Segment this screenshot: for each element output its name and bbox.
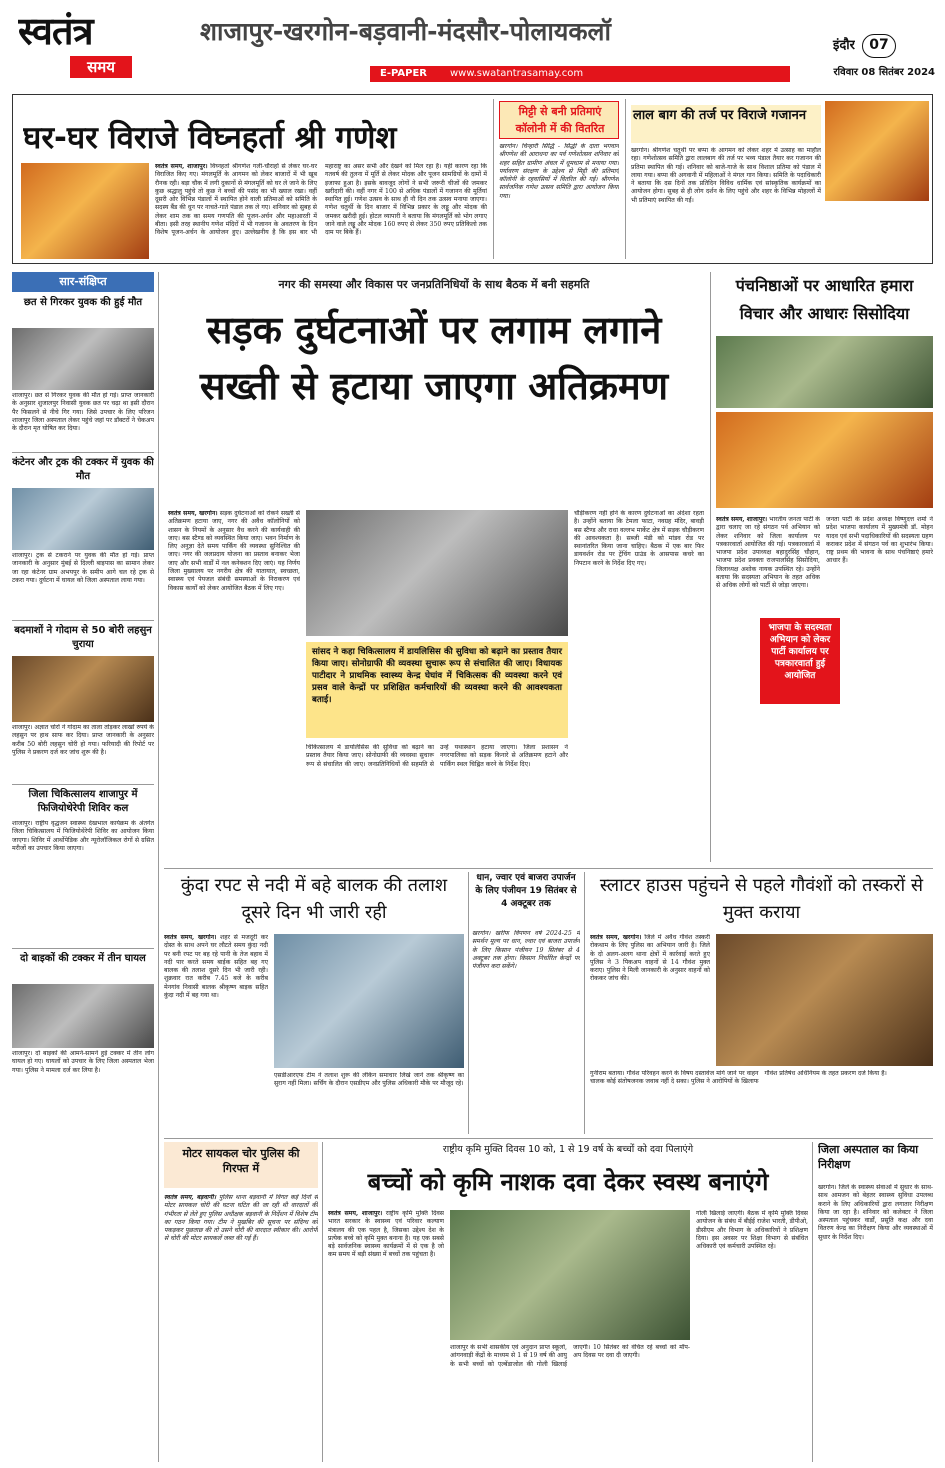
right-story-col-2: जनता पार्टी के प्रदेश अध्यक्ष विष्णुदत्त शर्मा ने प्रदेश भाजपा कार्यालय में मुख्यमंत्री डॉ. मोहन यादव एवं सभी पदाधिकारियों की सदस्यता ग्रहण कराकर प्रदेश में संगठन पर्व का शुभारंभ किया। राष्ट्र प्रथम की भावना के साथ पंचनिष्ठाएं हमारे आधार हैं।: [826, 516, 933, 565]
lead-meeting-photo: [306, 510, 568, 636]
worm-byline: स्वतंत्र समय, शाजापुर।: [328, 1210, 383, 1217]
lead-byline: स्वतंत्र समय, खरगोन।: [168, 510, 218, 517]
brief-2-body: शाजापुर। ट्रक से टकराने पर युवक की मौत हो गई। प्राप्त जानकारी के अनुसार मुंबई से दिल्ली बाइपास का सामान लेकर जा रहा कंटेनर ग्राम अभयपुर के समीप आगे चल रहे ट्रक से टकरा गया। दुर्घटना में घायल को जिला अस्पताल लाया गया।: [12, 552, 154, 584]
bike-body-wrap: [164, 1194, 318, 1462]
right-story-byline: स्वतंत्र समय, शाजापुर।: [716, 516, 768, 523]
right-story-photo-1: [716, 336, 933, 408]
worm-headline: बच्चों को कृमि नाशक दवा देकर स्वस्थ बनाएंगे: [367, 1168, 769, 1196]
bike-byline: स्वतंत्र समय, बड़वानी।: [164, 1194, 216, 1201]
worm-col-1: [328, 1210, 444, 1462]
issue-date: रविवार 08 सितंबर 2024: [833, 67, 935, 78]
mid-headline-1: मिट्टी से बनी प्रतिमाएं: [518, 105, 602, 118]
bike-story: [164, 1142, 318, 1462]
brief-1-head: छत से गिरकर युवक की हुई मौत: [23, 297, 143, 308]
bike-headline: मोटर सायकल चोर पुलिस की गिरफ्त में: [164, 1142, 318, 1188]
sidebar: [12, 272, 154, 1462]
brief-5-body: शाजापुर। दो बाइकों की आमने-सामने हुई टक्कर में तीन लोग घायल हो गए। घायलों को उपचार के लिए जिला अस्पताल भेजा गया। पुलिस ने मामला दर्ज कर लिया है।: [12, 1050, 154, 1074]
right-headline: लाल बाग की तर्ज पर विराजे गजानन: [631, 105, 821, 143]
kunda-col-1: [164, 934, 268, 1134]
worm-story: [328, 1142, 808, 1462]
worm-col-2: शाजापुर के सभी शासकीय एवं अनुदान प्राप्त स्कूलों, आंगनवाड़ी केंद्रों के माध्यम से 1 से 19 वर्ष की आयु के सभी बच्चों को एल्बेंडाजोल की गोली खिलाई जाएगी। 10 सितंबर को वंचित रहे बच्चों को मॉप-अप दिवस पर दवा दी जाएगी।: [450, 1344, 690, 1368]
top-body-text: विघ्नहर्ता श्रीगणेश गली-चौराहों से लेकर घर-घर विराजित किए गए। मंगलमूर्ति के आगमन को लेकर बाजारों में भी खूब रौनक रही। बड़ा चौक में लगी दुकानों से मंगलमूर्ति को घर ले जाने के लिए कुछ श्रद्धालु पहुंचे तो कुछ ने बच्चों की पसंद का भी ख्याल रखा। वहीं दूसरी ओर विभिन्न पंडालों में स्थापित होने वाली प्रतिमाओं को समिति के सदस्य बैंड की धुन पर नाचते-गाते पंडाल तक ले गए। शनिवार को सुबह से लेकर शाम तक का समय गणपति की पूजन-अर्चन और महाआरती में बीता। इसी तरह स्थानीय गणेश मंदिरों में भी गजानन के अवतरण के दिन विशेष पूजन-अर्चन के आयोजन हुए। उल्लेखनीय है कि इस बार भी महाराष्ट्र का असर सभी और देखने को मिल रहा है। यही कारण रहा कि गतवर्ष की तुलना में मूर्ति से लेकर मोदक और पूजन सामग्रियों के दामों में इजाफा हुआ है। इसके बावजूद लोगों ने सभी जरूरी चीजों की जमकर खरीदारी की। वहीं नगर में 100 से अधिक पंडालों में गजानन की मूर्तियां स्थापित हुई। गणेश उत्सव के साथ ही नौ दिन तक उत्सव मनाया जाएगा। गणेश चतुर्थी के दिन बाजार में विभिन्न प्रकार के लड्डू और मोदक की जमकर खरीदी हुई। होटल व्यापारी ने बताया कि मंगलमूर्ति को भोग लगाए जाने वाले लड्डू और मोदक 160 रुपए से लेकर 350 रुपए प्रतिकिलो तक दाम पर बिके हैं।: [155, 163, 487, 237]
logo[interactable]: [18, 8, 166, 80]
sidebar-label: सार-संक्षिप्त: [12, 272, 154, 292]
worm-body: राष्ट्रीय कृमि मुक्ति दिवस भारत सरकार के स्वास्थ्य एवं परिवार कल्याण मंत्रालय की एक पहल है, जिसका उद्देश्य देश के प्रत्येक बच्चे को कृमि मुक्त बनाना है। यह एक सबसे बड़े सार्वजनिक स्वास्थ्य कार्यक्रमों में से एक है जो कम समय में बड़ी संख्या में बच्चों तक पहुंचता है।: [328, 1210, 444, 1259]
mid-headline-box: [499, 101, 619, 139]
regions-title: शाजापुर-खरगोन-बड़वानी-मंदसौर-पोलायकलॉ: [200, 17, 611, 46]
crops-headline: धान, ज्वार एवं बाजरा उपार्जन के लिए पंजीयन 19 सितंबर से 4 अक्टूबर तक: [475, 873, 577, 909]
kunda-story: [164, 872, 464, 1134]
brief-3-body: शाजापुर। अज्ञात चोरों ने गोदाम का ताला तोड़कर लाखों रुपये के लहसुन पर हाथ साफ कर दिया। प्राप्त जानकारी के अनुसार करीब 50 बोरी लहसुन चोरी हो गया। फरियादी की रिपोर्ट पर पुलिस ने प्रकरण दर्ज कर जांच शुरू की है।: [12, 724, 154, 756]
logo-top: स्वतंत्र: [18, 8, 93, 53]
right-story-callout: भाजपा के सदस्यता अभियान को लेकर पार्टी कार्यालय पर पत्रकारवार्ता हुई आयोजित: [760, 618, 840, 704]
page-number: 07: [862, 34, 896, 58]
brief-3-photo: [12, 656, 154, 722]
slaughter-col-2: गुनीराम बताया। गौवंश परिवहन करने के विषय दस्तावेज मांगे जाने पर वाहन चालक कोई संतोषजनक जवाब नहीं दे सका। पुलिस ने आरोपियों के खिलाफ गौवंश प्रतिषेध अधिनियम के तहत प्रकरण दर्ज किया है।: [590, 1070, 887, 1086]
slaughter-body: जिले में अवैध गौवंश तस्करी रोकथाम के लिए पुलिस का अभियान जारी है। जिले के दो अलग-अलग थाना क्षेत्रों में कार्रवाई करते हुए पुलिस ने 3 पिकअप वाहनों से 14 गौवंश मुक्त कराए। पुलिस ने मिली जानकारी के अनुसार वाहनों को रोककर जांच की।: [590, 934, 710, 983]
brief-1-photo: [12, 328, 154, 390]
lead-highlight: सांसद ने कहा चिकित्सालय में डायलिसिस की सुविधा को बढ़ाने का प्रस्ताव तैयार किया जाए। सोनोग्राफी की व्यवस्था सुचारू रूप से संचालित की जाए। विधायक पाटीदार ने प्राथमिक स्वास्थ्य केन्द्र घेघांव में चिकित्सक की व्यवस्था करने एवं प्रसव वाले केन्द्रों पर प्रशिक्षित कर्मचारियों की व्यवस्था करने की आवश्यकता बताई।: [306, 642, 568, 738]
brief-2-photo: [12, 488, 154, 550]
right-story: [716, 272, 933, 862]
top-byline: स्वतंत्र समय, शाजापुर।: [155, 163, 208, 170]
kunda-col-2: एसडीआरएफ टीम ने तलाश शुरू की लेकिन समाचार लिखे जाने तक श्रीकृष्ण का सुराग नहीं मिला। सर्चिंग के दौरान एसडीएम और पुलिस अधिकारी मौके पर मौजूद रहे।: [274, 1072, 464, 1088]
brief-3-head: बदमाशों ने गोदाम से 50 बोरी लहसुन चुराया: [14, 625, 152, 650]
lead-col-4: चौड़ीकरण नहीं होने के कारण दुर्घटनाओं का अंदेशा रहता है। उन्होंने बताया कि टेमला फाटा, नवग्रह मंदिर, बावड़ी बस स्टैण्ड और राधा वल्लभ मार्केट क्षेत्र में सड़क चौड़ीकरण की आवश्यकता है। सब्जी मंडी को मांडव रोड पर स्थानांतरित किया जाना चाहिए। बैठक में एक बार फिर डायवर्शन रोड पर ट्रेंचिंग ग्राउंड के आसपास कचरे का निपटान करने के निर्देश दिए गए।: [574, 510, 704, 567]
bike-body: पुलिस थाना बड़वानी में विगत कई दिनों से मोटर सायकल चोरी की घटना घटित की जा रही थी वारदातों की गंभीरता से लेते हुए पुलिस अधीक्षक बड़वानी के निर्देशन में विशेष टीम का गठन किया गया। टीम ने मुखबिर की सूचना पर संदिग्ध को पकड़कर पूछताछ की तो उसने चोरी की वारदात स्वीकार की। आरोपी से चोरी की मोटर सायकलें जब्त की गई हैं।: [164, 1194, 318, 1243]
slaughter-photo: [716, 934, 933, 1066]
top-story-body: [155, 163, 487, 259]
hospital-headline: जिला अस्पताल का किया निरीक्षण: [818, 1143, 919, 1171]
crops-body: खरगोन। खरीफ विपणन वर्ष 2024-25 में समर्थन मूल्य पर धान, ज्वार एवं बाजरा उपार्जन के लिए किसान पंजीयन 19 सितंबर से 4 अक्टूबर तक होगा। किसान निर्धारित केन्द्रों पर पंजीयन करा सकेंगे।: [472, 930, 580, 971]
lead-col-1: [168, 510, 300, 862]
hospital-body: खरगोन। जिले के स्वास्थ्य सेवाओं में सुधार के साथ-साथ आमजन को बेहतर स्वास्थ्य सुविधा उपलब्ध कराने के लिए अधिकारियों द्वारा लगातार निरीक्षण किया जा रहा है। शनिवार को कलेक्टर ने जिला अस्पताल पहुंचकर वार्डों, प्रसूति कक्ष और दवा वितरण केन्द्र का निरीक्षण किया और व्यवस्थाओं में सुधार के निर्देश दिए।: [818, 1184, 933, 1241]
slaughter-col-1: [590, 934, 710, 1066]
epaper-label: E-PAPER: [380, 68, 427, 79]
worm-kicker: राष्ट्रीय कृमि मुक्ति दिवस 10 को, 1 से 19 वर्ष के बच्चों को दवा पिलाएंगे: [442, 1144, 694, 1155]
ganesh-photo-left: [21, 163, 149, 259]
brief-4-body: शाजापुर। राष्ट्रीय वृद्धजन स्वास्थ्य देखभाल कार्यक्रम के अंतर्गत जिला चिकित्सालय में फिजियोथेरेपी शिविर का आयोजन किया जाएगा। शिविर में आर्थोपेडिक और न्यूरोलॉजिकल रोगों से ग्रसित मरीजों का उपचार किया जाएगा।: [12, 820, 154, 852]
top-headline: घर-घर विराजे विघ्नहर्ता श्री गणेश: [23, 120, 397, 156]
lead-headline: सड़क दुर्घटनाओं पर लगाम लगाने सख्ती से हटाया जाएगा अतिक्रमण: [199, 308, 669, 408]
logo-bottom: समय: [70, 56, 132, 78]
slaughter-headline: स्लाटर हाउस पहुंचने से पहले गौवंशों को तस्करों से मुक्त कराया: [599, 875, 924, 923]
lead-kicker: नगर की समस्या और विकास पर जनप्रतिनिधियों के साथ बैठक में बनी सहमति: [278, 278, 590, 291]
masthead: [0, 0, 945, 88]
slaughter-byline: स्वतंत्र समय, खरगोन।: [590, 934, 642, 941]
kunda-byline: स्वतंत्र समय, खरगोन।: [164, 934, 217, 941]
brief-5-photo: [12, 984, 154, 1048]
hospital-story: [818, 1142, 933, 1462]
ganesh-photo-right: [825, 101, 929, 201]
worm-photo: [450, 1210, 690, 1340]
brief-4-head: जिला चिकित्सालय शाजापुर में फिजियोथेरेपी शिविर कल: [28, 789, 138, 814]
right-story-photo-2: [716, 412, 933, 508]
worm-col-3: गोली खिलाई जाएगी। बैठक में कृमि मुक्ति दिवस आयोजन के संबंध में बीईई राजेश भारती, डीपीओ, डीसीएम और विभाग के अधिकारियों ने प्रशिक्षण दिया। इस अवसर पर शिक्षा विभाग से संबंधित अधिकारी एवं कर्मचारी उपस्थित रहे।: [696, 1210, 808, 1251]
slaughter-story: [590, 872, 933, 1134]
mid-body: खरगोन। चिन्हारी सिद्धि - सिद्धी के दाता भगवान श्रीगणेश की आराधना का पर्व गणेशोत्सव शनिवार को शहर सहित ग्रामीण अंचल में धूमधाम से मनाया गया। पर्यावरण संरक्षण के उद्देश्य से मिट्टी की प्रतिमाएं कॉलोनी के रहवासियों में वितरित की गई। श्रीगणेश सार्वजनिक गणेश उत्सव समिति द्वारा आयोजन किया गया।: [499, 143, 619, 200]
kunda-headline: कुंदा रपट से नदी में बहे बालक की तलाश दूसरे दिन भी जारी रही: [180, 875, 448, 923]
crops-story: [472, 872, 580, 1134]
brief-2-head: कंटेनर और ट्रक की टक्कर में युवक की मौत: [12, 457, 154, 482]
right-story-body: भारतीय जनता पार्टी के द्वारा चलाए जा रहे संगठन पर्व अभियान को लेकर शनिवार को जिला कार्यालय पर पत्रकारवार्ता आयोजित की गई। पत्रकारवार्ता में भाजपा प्रदेश उपाध्यक्ष बहादुरसिंह चौहान, भाजपा प्रदेश प्रवक्ता राजपालसिंह सिसोदिया, जिलाध्यक्ष अशोक नायक उपस्थित रहे। उन्होंने बताया कि सदस्यता अभियान के तहत अधिक से अधिक लोगों को पार्टी से जोड़ा जाएगा।: [716, 516, 820, 590]
lead-story: [164, 272, 704, 862]
kunda-body: शहर से मजदूरी कर दोस्त के साथ अपने घर लौटते समय कुंदा नदी पर बनी रपट पर बह रहे पानी के तेज बहाव में नदी पार करते समय बाईक सहित बह गए बालक की तलाश दूसरे दिन भी जारी रही। शुक्रवार रात करीब 7.45 बजे के करीब मेनगांव निवासी बालक श्रीकृष्ण बाइक सहित कुंदा नदी में बह गया था।: [164, 934, 268, 1000]
right-story-headline: पंचनिष्ठाओं पर आधारित हमारा विचार और आधारः सिसोदिया: [735, 276, 914, 323]
brief-5-head: दो बाइकों की टक्कर में तीन घायल: [20, 953, 146, 964]
kunda-river-photo: [274, 934, 464, 1068]
city-label: इंदौर: [833, 38, 855, 53]
lead-body: सड़क दुर्घटनाओं को रोकने सख्ती से अतिक्रमण हटाया जाए, नगर की अवैध कॉलोनियों को शासन के नियमों के अनुसार वैध करने की कार्यवाही की जाए। बस स्टैण्ड को व्यवस्थित किया जाए। भवन निर्माण के लिए अनुज्ञा देते समय पार्किंग की व्यवस्था सुनिश्चित की जाए। नगर की जलप्रदाय योजना का प्रस्ताव बनाकर भेजा जाए और सभी वार्डों में नल कनेक्शन दिए जाएं। यह निर्णय जिला मुख्यालय पर नगरीय क्षेत्र की यातायात, स्वच्छता, स्वास्थ्य एवं पेयजल संबंधी समस्याओं के निराकरण एवं विकास कार्यों को लेकर आयोजित बैठक में लिए गए।: [168, 510, 300, 592]
top-strip: [12, 94, 933, 264]
brief-1-body: शाजापुर। छत से गिरकर युवक की मौत हो गई। प्राप्त जानकारी के अनुसार शुजालपुर निवासी युवक छत पर चढ़ा था इसी दौरान पैर फिसलने से नीचे गिर गया। जिसे उपचार के लिए परिजन शाजापुर जिला अस्पताल लेकर पहुंचे जहां पर डॉक्टरों ने चेकअप के दौरान मृत घोषित कर दिया।: [12, 392, 154, 433]
lead-col-bottom: चिकित्सालय में डायलिसिस की सुविधा को बढ़ाने का प्रस्ताव तैयार किया जाए। सोनोग्राफी की व्यवस्था सुचारू रूप से संचालित की जाए। जनप्रतिनिधियों की सहमति से उन्हें यथास्थान हटाया जाएगा। जिला प्रशासन ने नगरपालिका को सड़क किनारे से अतिक्रमण हटाने और पार्किंग स्थल चिह्नित करने के निर्देश दिए।: [306, 744, 568, 768]
website-link[interactable]: www.swatantrasamay.com: [450, 68, 584, 79]
right-body: खरगोन। श्रीगणेश चतुर्थी पर बप्पा के आगमन को लेकर शहर में उत्साह का माहौल रहा। गणेशोत्सव समिति द्वारा लालबाग की तर्ज पर भव्य पंडाल तैयार कर गजानन की प्रतिमा स्थापित की गई। शनिवार को बाजे-गाजे के साथ विशाल प्रतिमा को पंडाल में लाया गया। बप्पा की अगवानी में महिलाओं ने मंगल गान किया। समिति के पदाधिकारी ने बताया कि दस दिनों तक प्रतिदिन विविध धार्मिक एवं सांस्कृतिक कार्यक्रमों का आयोजन होगा। सुबह से ही लोग दर्शन के लिए पहुंचे और शहर के विभिन्न मोहल्लों में भी प्रतिमाएं स्थापित की गईं।: [631, 147, 821, 204]
mid-headline-2: कॉलोनी में की वितरित: [515, 122, 605, 135]
